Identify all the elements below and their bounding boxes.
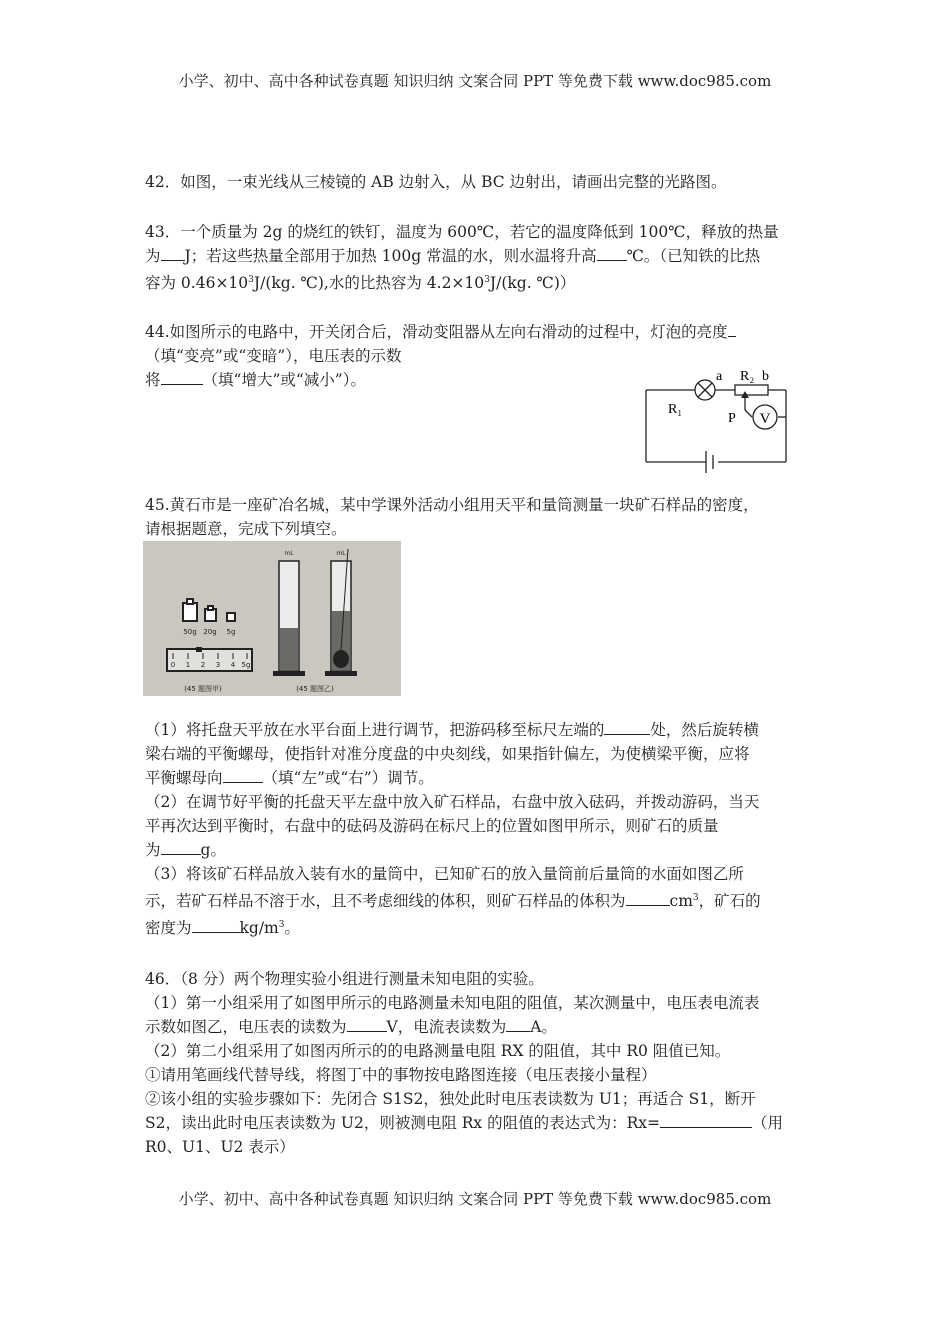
q46-line8: R0、U1、U2 表示）: [145, 1138, 295, 1156]
question-45: [145, 493, 810, 541]
svg-text:5g: 5g: [241, 661, 251, 669]
rheostat-icon: [735, 385, 768, 395]
q43-line3: 容为 $0.46\times 10^3J/(kg$. ℃),水的比热容为 $4.2\times 10^3J/(kg$. ℃)）: [145, 274, 576, 293]
answer-blank-temp-rise[interactable]: [597, 244, 627, 261]
q45-part1-line2: 梁右端的平衡螺母，使指针对准分度盘的中央刻线，如果指针偏左，为使横梁平衡，应将: [145, 745, 750, 763]
q44-line2: （填“变亮”或“变暗”），电压表的示数: [145, 347, 402, 365]
answer-blank-voltmeter[interactable]: [161, 368, 203, 385]
voltmeter-icon: [753, 405, 777, 429]
q46-line5: ①请用笔画线代替导线，将图丁中的事物按电路图连接（电压表接小量程）: [145, 1066, 657, 1084]
answer-blank-volume[interactable]: [626, 889, 670, 906]
weight-5g-icon: [227, 613, 235, 621]
svg-text:0: 0: [170, 661, 176, 669]
answer-blank-density[interactable]: [192, 916, 240, 933]
answer-blank-mass[interactable]: [161, 838, 201, 855]
svg-text:50g: 50g: [183, 628, 197, 636]
svg-text:mL: mL: [336, 550, 346, 557]
svg-text:3: 3: [215, 661, 221, 669]
cylinder-after-icon: [325, 549, 357, 676]
svg-text:4: 4: [230, 661, 236, 669]
q45-part3-line3: 密度为 $kg/m^3$。: [145, 913, 810, 940]
q45-part2-line3: 为 g。: [145, 838, 810, 862]
q43-line1: 43．一个质量为 2g 的烧红的铁钉，温度为 600℃，若它的温度降低到 100℃，释放的热量: [145, 223, 779, 241]
question-46: [145, 967, 810, 1159]
svg-text:5g: 5g: [226, 628, 236, 636]
page-footer: 小学、初中、高中各种试卷真题 知识归纳 文案合同 PPT 等免费下载 www.doc985.com: [178, 1190, 772, 1208]
question-43: [145, 220, 810, 295]
q46-line6: ②该小组的实验步骤如下：先闭合 S1S2，独处此时电压表读数为 U1；再适合 S1，断开: [145, 1090, 756, 1108]
balance-cylinder-photo: [143, 541, 401, 696]
scale-ruler: [167, 649, 252, 671]
weight-50g-icon: [183, 599, 197, 621]
weight-20g-icon: [205, 606, 216, 621]
answer-blank-current[interactable]: [506, 1015, 530, 1032]
q46-line4: （2）第二小组采用了如图丙所示的的电路测量电阻 RX 的阻值，其中 R0 阻值已知。: [145, 1042, 731, 1060]
q46-line3: 示数如图乙，电压表的读数为 V，电流表读数为 A。: [145, 1015, 810, 1039]
label-a: a: [716, 369, 723, 384]
q45-part2-line2: 平再次达到平衡时，右盘中的砝码及游码在标尺上的位置如图甲所示，则矿石的质量: [145, 817, 719, 835]
lamp-icon: [695, 380, 715, 400]
svg-text:mL: mL: [284, 550, 294, 557]
rider-icon: [196, 647, 202, 652]
svg-text:2: 2: [200, 661, 206, 669]
q45-line1: 45.黄石市是一座矿冶名城，某中学课外活动小组用天平和量筒测量一块矿石样品的密度，: [145, 496, 759, 514]
question-45-parts: [145, 718, 810, 940]
answer-blank-voltage[interactable]: [347, 1015, 387, 1032]
q45-part2-line1: （2）在调节好平衡的托盘天平左盘中放入矿石样品，右盘中放入砝码，并拨动游码，当天: [145, 793, 760, 811]
q43-line2: 为 J；若这些热量全部用于加热 100g 常温的水，则水温将升高 ℃。（已知铁的比热: [145, 244, 810, 268]
cylinder-before-icon: [273, 561, 305, 676]
answer-blank-direction[interactable]: [223, 766, 263, 783]
label-b: b: [762, 369, 769, 384]
q45-part1-line1: （1）将托盘天平放在水平台面上进行调节，把游码移至标尺左端的 处，然后旋转横: [145, 718, 810, 742]
page-header: 小学、初中、高中各种试卷真题 知识归纳 文案合同 PPT 等免费下载 www.doc985.com: [178, 72, 772, 90]
label-r2: R₂: [740, 369, 755, 384]
caption-yi: (45 题图乙): [296, 685, 334, 693]
q44-line3: 将 （填“增大”或“减小”）。: [145, 368, 810, 392]
q46-line1: 46．（8 分）两个物理实验小组进行测量未知电阻的实验。: [145, 970, 544, 988]
question-42: [145, 170, 810, 194]
q45-part1-line3: 平衡螺母向 （填“左”或“右”）调节。: [145, 766, 810, 790]
q45-part3-line1: （3）将该矿石样品放入装有水的量筒中，已知矿石的放入量筒前后量筒的水面如图乙所: [145, 865, 744, 883]
voltmeter-label: V: [759, 411, 771, 427]
q42-text: 42．如图，一束光线从三棱镜的 AB 边射入，从 BC 边射出，请画出完整的光路图。: [145, 173, 727, 191]
q44-line1: 44.如图所示的电路中，开关闭合后，滑动变阻器从左向右滑动的过程中，灯泡的亮度: [145, 320, 810, 344]
q46-line7: S2，读出此时电压表读数为 U2，则被测电阻 Rx 的阻值的表达式为：Rx= （用: [145, 1111, 810, 1135]
label-p: P: [728, 411, 736, 426]
circuit-diagram: [640, 365, 800, 480]
answer-blank-rx-expression[interactable]: [660, 1111, 752, 1128]
answer-blank-brightness[interactable]: [728, 320, 736, 337]
answer-blank-zero-mark[interactable]: [604, 718, 650, 735]
q45-line2: 请根据题意，完成下列填空。: [145, 520, 347, 538]
svg-text:20g: 20g: [203, 628, 217, 636]
svg-text:1: 1: [185, 661, 191, 669]
label-r1: R₁: [668, 402, 683, 417]
q46-line2: （1）第一小组采用了如图甲所示的电路测量未知电阻的阻值，某次测量中，电压表电流表: [145, 994, 760, 1012]
answer-blank-heat[interactable]: [161, 244, 185, 261]
caption-jia: (45 题图甲): [184, 685, 222, 693]
q45-part3-line2: 示，若矿石样品不溶于水，且不考虑细线的体积，则矿石样品的体积为 $cm^3$，矿石的: [145, 886, 810, 913]
